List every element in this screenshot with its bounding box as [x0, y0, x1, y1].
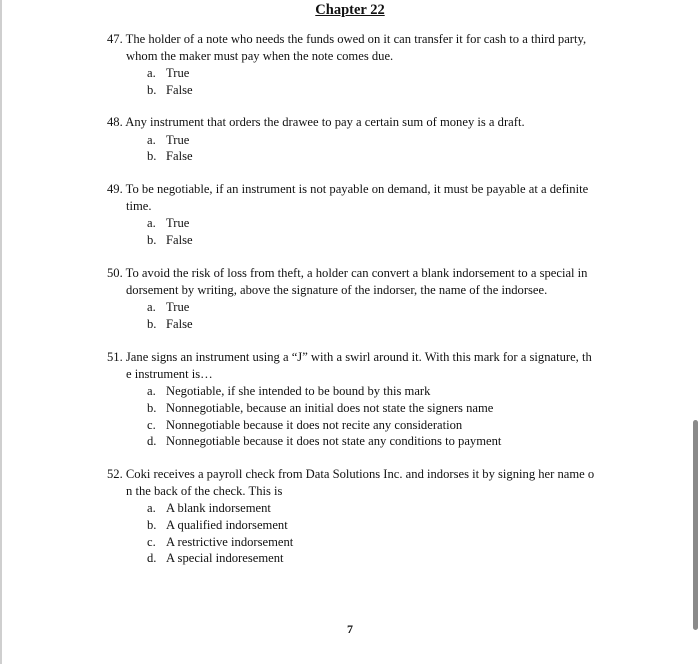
option-text: Negotiable, if she intended to be bound by this mark	[166, 384, 431, 398]
option-letter: b.	[147, 82, 157, 97]
option-letter: a.	[147, 501, 156, 515]
question-text-line: To be negotiable, if an instrument is not payable on demand, it must be payable at a definite	[125, 182, 589, 196]
answer-option[interactable]	[107, 299, 617, 316]
question-text-line: Jane signs an instrument using a “J” with a swirl around it. With this mark for a signature, th	[125, 350, 592, 364]
option-text: A blank indorsement	[166, 501, 271, 515]
answer-option[interactable]	[107, 517, 617, 534]
question-50	[107, 265, 617, 333]
answer-option[interactable]	[107, 400, 617, 417]
option-text: False	[166, 82, 193, 97]
option-text: Nonnegotiable, because an initial does not state the signers name	[166, 400, 494, 415]
question-number: 51.	[107, 350, 123, 364]
question-number: 50.	[107, 266, 123, 280]
option-text: A qualified indorsement	[166, 517, 288, 532]
option-letter: a.	[147, 300, 156, 314]
question-stem	[107, 31, 617, 64]
option-text: Nonnegotiable because it does not recite any consideration	[166, 417, 463, 432]
option-letter: b.	[147, 517, 157, 532]
option-text: A special indoresement	[166, 551, 284, 566]
question-text-line: Any instrument that orders the drawee to pay a certain sum of money is a draft.	[125, 115, 525, 129]
answer-option[interactable]	[107, 383, 617, 400]
question-47	[107, 31, 617, 99]
question-text-line: e instrument is…	[126, 366, 213, 381]
answer-option[interactable]	[107, 417, 617, 434]
question-number: 52.	[107, 467, 123, 481]
option-letter: a.	[147, 132, 156, 147]
option-text: False	[166, 232, 193, 247]
answer-option[interactable]	[107, 65, 617, 82]
question-stem	[107, 181, 617, 214]
answer-option[interactable]	[107, 148, 617, 165]
question-52	[107, 466, 617, 567]
option-text: True	[166, 216, 190, 230]
question-text-line: To avoid the risk of loss from theft, a holder can convert a blank indorsement to a special in	[125, 266, 588, 280]
question-49	[107, 181, 617, 249]
question-stem	[107, 265, 617, 298]
option-text: False	[166, 149, 193, 164]
answer-option[interactable]	[107, 132, 617, 149]
question-text-line: n the back of the check. This is	[126, 483, 283, 498]
option-letter: a.	[147, 216, 156, 230]
option-letter: b.	[147, 400, 157, 415]
answer-option[interactable]	[107, 215, 617, 232]
answer-options	[107, 500, 617, 567]
page-number: 7	[347, 622, 353, 636]
option-text: A restrictive indorsement	[166, 534, 294, 549]
question-text-line: Coki receives a payroll check from Data Solutions Inc. and indorses it by signing her name o	[125, 467, 595, 481]
question-text-line: The holder of a note who needs the funds owed on it can transfer it for cash to a third party,	[125, 32, 587, 46]
scrollbar-thumb[interactable]	[693, 420, 698, 630]
option-letter: a.	[147, 66, 156, 80]
answer-option[interactable]	[107, 534, 617, 551]
question-48	[107, 114, 617, 165]
option-text: True	[166, 66, 190, 80]
option-letter: c.	[147, 417, 156, 432]
question-number: 48.	[107, 115, 123, 129]
question-stem	[107, 349, 617, 382]
option-text: False	[166, 316, 193, 331]
answer-options	[107, 132, 617, 166]
answer-option[interactable]	[107, 500, 617, 517]
question-text-line: time.	[126, 198, 152, 213]
page-left-border	[0, 0, 2, 664]
question-text-line: dorsement by writing, above the signature of the indorser, the name of the indorsee.	[126, 282, 548, 297]
answer-option[interactable]	[107, 433, 617, 450]
scrollbar[interactable]	[690, 0, 700, 664]
option-letter: b.	[147, 232, 157, 247]
option-letter: d.	[147, 551, 157, 566]
option-letter: b.	[147, 149, 157, 164]
option-text: Nonnegotiable because it does not state any conditions to payment	[166, 434, 502, 449]
answer-options	[107, 215, 617, 249]
answer-option[interactable]	[107, 232, 617, 249]
page-title: Chapter 22	[315, 2, 385, 18]
option-letter: a.	[147, 384, 156, 398]
answer-options	[107, 383, 617, 450]
question-stem	[107, 466, 617, 499]
question-stem	[107, 114, 617, 131]
question-number: 47.	[107, 32, 123, 46]
option-letter: d.	[147, 434, 157, 449]
question-text-line: whom the maker must pay when the note comes due.	[126, 48, 394, 63]
answer-option[interactable]	[107, 316, 617, 333]
option-text: True	[166, 132, 190, 147]
question-number: 49.	[107, 182, 123, 196]
answer-options	[107, 299, 617, 333]
option-letter: b.	[147, 316, 157, 331]
answer-option[interactable]	[107, 82, 617, 99]
question-51	[107, 349, 617, 450]
answer-option[interactable]	[107, 550, 617, 567]
answer-options	[107, 65, 617, 99]
option-text: True	[166, 300, 190, 314]
option-letter: c.	[147, 534, 156, 549]
